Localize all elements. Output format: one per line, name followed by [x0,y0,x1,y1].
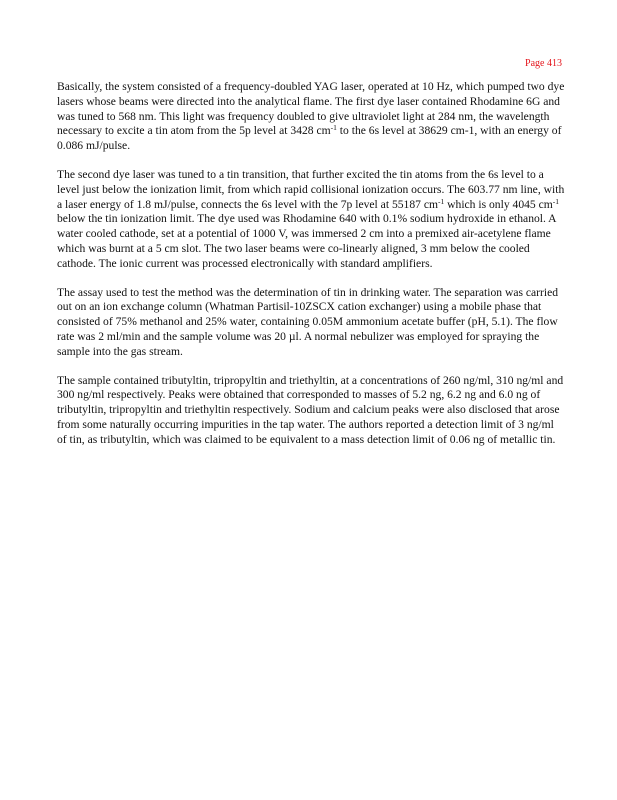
paragraph-text: The second dye laser was tuned to a tin transition, that further excited the tin atoms from the 6s level to a level just below the ionization limit, from which rapid collisional ionization occurs. The 603.77 nm line, with a laser energy of 1.8 mJ/pulse, connects the 6s level with the 7p level at 55187 cm [57,167,565,211]
paragraph-text: below the tin ionization limit. The dye used was Rhodamine 640 with 0.1% sodium hydroxide in ethanol. A water cooled cathode, set at a potential of 1000 V, was immersed 2 cm into a premixed air-acetylene flame which was burnt at a 5 cm slot. The two laser beams were co-linearly aligned, 3 mm below the cooled cathode. The ionic current was processed electronically with standard amplifiers. [57,212,556,270]
superscript: -1 [438,196,445,206]
page-number: Page 413 [525,58,562,69]
document-body [57,80,566,462]
paragraph-text: The sample contained tributyltin, tripropyltin and triethyltin, at a concentrations of 260 ng/ml, 310 ng/ml and 300 ng/ml respectively. Peaks were obtained that corresponded to masses of 5.2 ng, 6.2 ng and 6.0 ng of tributyltin, tripropyltin and triethyltin respectively. Sodium and calcium peaks were also disclosed that arose from some naturally occurring impurities in the tap water. The authors reported a detection limit of 3 ng/ml of tin, as tributyltin, which was claimed to be equivalent to a mass detection limit of 0.06 ng of metallic tin. [57,373,564,446]
paragraph-3 [57,286,566,360]
superscript: -1 [552,196,560,206]
paragraph-text: which is only 4045 cm [444,197,553,211]
paragraph-4 [57,374,566,448]
superscript: -1 [330,123,337,133]
paragraph-2 [57,168,566,272]
paragraph-text: The assay used to test the method was the determination of tin in drinking water. The separation was carried out on an ion exchange column (Whatman Partisil-10ZSCX cation exchanger) using a mobile phase that consisted of 75% methanol and 25% water, containing 0.05M ammonium acetate buffer (pH, 5.1). The flow rate was 2 ml/min and the sample volume was 20 µl. A normal nebulizer was employed for spraying the sample into the gas stream. [57,285,559,358]
paragraph-text: Basically, the system consisted of a frequency-doubled YAG laser, operated at 10 Hz, which pumped two dye lasers whose beams were directed into the analytical flame. The first dye laser contained Rhodamine 6G and was tuned to 568 nm. This light was frequency doubled to give ultraviolet light at 284 nm, the wavelength necessary to excite a tin atom from the 5p level at 3428 cm [57,80,565,138]
paragraph-text: to the 6s level at 38629 cm-1, with an energy of 0.086 mJ/pulse. [57,124,562,153]
paragraph-1 [57,80,566,154]
